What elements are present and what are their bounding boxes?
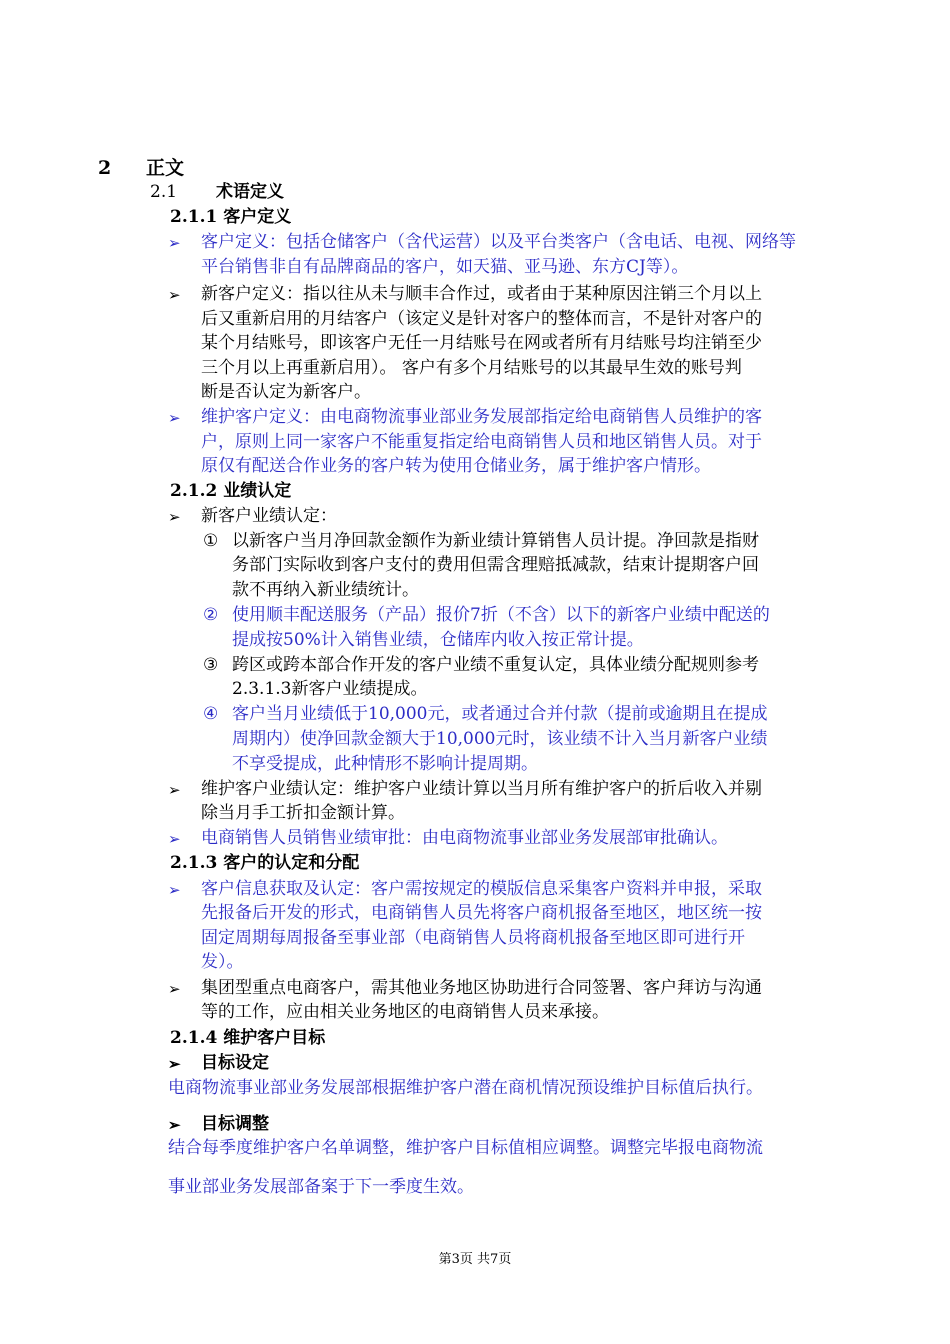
item-3-line1: 跨区或跨本部合作开发的客户业绩不重复认定，具体业绩分配规则参考 (232, 655, 759, 675)
bullet-arrow-icon: ➢ (168, 1116, 181, 1134)
bullet-arrow-icon: ➢ (168, 980, 181, 998)
target-adjust-line2: 事业部业务发展部备案于下一季度生效。 (168, 1177, 474, 1197)
target-adjust-title: 目标调整 (201, 1114, 269, 1134)
bullet-arrow-icon: ➢ (168, 881, 181, 899)
item-marker: ③ (203, 655, 219, 675)
maintain-customer-def-line3: 原仅有配送合作业务的客户转为使用仓储业务，属于维护客户情形。 (201, 456, 711, 476)
bullet-arrow-icon: ➢ (168, 286, 181, 304)
customer-info-line1: 客户信息获取及认定：客户需按规定的模版信息采集客户资料并申报，采取 (201, 879, 762, 899)
heading-2-1-4: 2.1.4 维护客户目标 (170, 1028, 326, 1048)
maintain-performance-line2: 除当月手工折扣金额计算。 (201, 803, 405, 823)
heading-2-1-1: 2.1.1 客户定义 (170, 207, 292, 227)
heading-2-1-2: 2.1.2 业绩认定 (170, 481, 292, 501)
item-1-line1: 以新客户当月净回款金额作为新业绩计算销售人员计提。净回款是指财 (232, 531, 759, 551)
customer-definition-label: 客户定义： (201, 232, 286, 252)
item-marker: ④ (203, 704, 219, 724)
item-2-line1: 使用顺丰配送服务（产品）报价7折（不含）以下的新客户业绩中配送的 (232, 605, 770, 625)
bullet-arrow-icon: ➢ (168, 508, 181, 526)
item-2-line2: 提成按50%计入销售业绩，仓储库内收入按正常计提。 (232, 630, 644, 650)
item-4-line3: 不享受提成，此种情形不影响计提周期。 (232, 754, 538, 774)
bullet-arrow-icon: ➢ (168, 234, 181, 252)
item-3-line2: 2.3.1.3新客户业绩提成。 (232, 679, 428, 699)
new-customer-def-line1: 新客户定义：指以往从未与顺丰合作过，或者由于某种原因注销三个月以上 (201, 284, 762, 304)
item-4-line1: 客户当月业绩低于10,000元，或者通过合并付款（提前或逾期且在提成 (232, 704, 768, 724)
item-4-line2: 周期内）使净回款金额大于10,000元时，该业绩不计入当月新客户业绩 (232, 729, 768, 749)
section-title: 正文 (146, 157, 185, 179)
target-setting-text: 电商物流事业部业务发展部根据维护客户潜在商机情况预设维护目标值后执行。 (168, 1078, 763, 1098)
subsection-number: 2.1 (150, 182, 178, 202)
group-customer-line1: 集团型重点电商客户，需其他业务地区协助进行合同签署、客户拜访与沟通 (201, 978, 762, 998)
bullet-arrow-icon: ➢ (168, 781, 181, 799)
group-customer-line2: 等的工作，应由相关业务地区的电商销售人员来承接。 (201, 1002, 609, 1022)
customer-definition-line2: 平台销售非自有品牌商品的客户，如天猫、亚马逊、东方CJ等）。 (201, 257, 689, 277)
maintain-customer-def-line1: 维护客户定义：由电商物流事业部业务发展部指定给电商销售人员维护的客 (201, 407, 762, 427)
page-footer: 第3页 共7页 (438, 1252, 512, 1267)
customer-definition-text: 包括仓储客户（含代运营）以及平台类客户（含电话、电视、网络等 (286, 232, 796, 252)
new-customer-def-line2: 后又重新启用的月结客户（该定义是针对客户的整体而言，不是针对客户的 (201, 309, 762, 329)
customer-info-line2: 先报备后开发的形式，电商销售人员先将客户商机报备至地区，地区统一按 (201, 903, 762, 923)
bullet-arrow-icon: ➢ (168, 1055, 181, 1073)
target-setting-title: 目标设定 (201, 1053, 269, 1073)
maintain-customer-def-line2: 户，原则上同一家客户不能重复指定给电商销售人员和地区销售人员。对于 (201, 432, 762, 452)
item-marker: ① (203, 531, 219, 551)
maintain-performance-line1: 维护客户业绩认定：维护客户业绩计算以当月所有维护客户的折后收入并剔 (201, 779, 762, 799)
bullet-arrow-icon: ➢ (168, 830, 181, 848)
item-1-line3: 款不再纳入新业绩统计。 (232, 580, 419, 600)
section-number: 2 (98, 157, 112, 179)
new-customer-def-line3: 某个月结账号，即该客户无任一月结账号在网或者所有月结账号均注销至少 (201, 333, 762, 353)
item-1-line2: 务部门实际收到客户支付的费用但需含理赔抵减款，结束计提期客户回 (232, 555, 759, 575)
item-marker: ② (203, 605, 219, 625)
customer-info-line4: 发）。 (201, 952, 244, 972)
customer-info-line3: 固定周期每周报备至事业部（电商销售人员将商机报备至地区即可进行开 (201, 928, 745, 948)
new-customer-def-line4: 三个月以上再重新启用）。 客户有多个月结账号的以其最早生效的账号判 (201, 358, 742, 378)
heading-2-1-3: 2.1.3 客户的认定和分配 (170, 853, 360, 873)
new-customer-performance: 新客户业绩认定： (201, 506, 337, 526)
performance-approval: 电商销售人员销售业绩审批：由电商物流事业部业务发展部审批确认。 (201, 828, 728, 848)
subsection-title: 术语定义 (216, 182, 284, 202)
bullet-arrow-icon: ➢ (168, 409, 181, 427)
new-customer-def-line5: 断是否认定为新客户。 (201, 382, 371, 402)
customer-definition-line1 (201, 230, 796, 255)
target-adjust-line1: 结合每季度维护客户名单调整，维护客户目标值相应调整。调整完毕报电商物流 (168, 1138, 763, 1158)
